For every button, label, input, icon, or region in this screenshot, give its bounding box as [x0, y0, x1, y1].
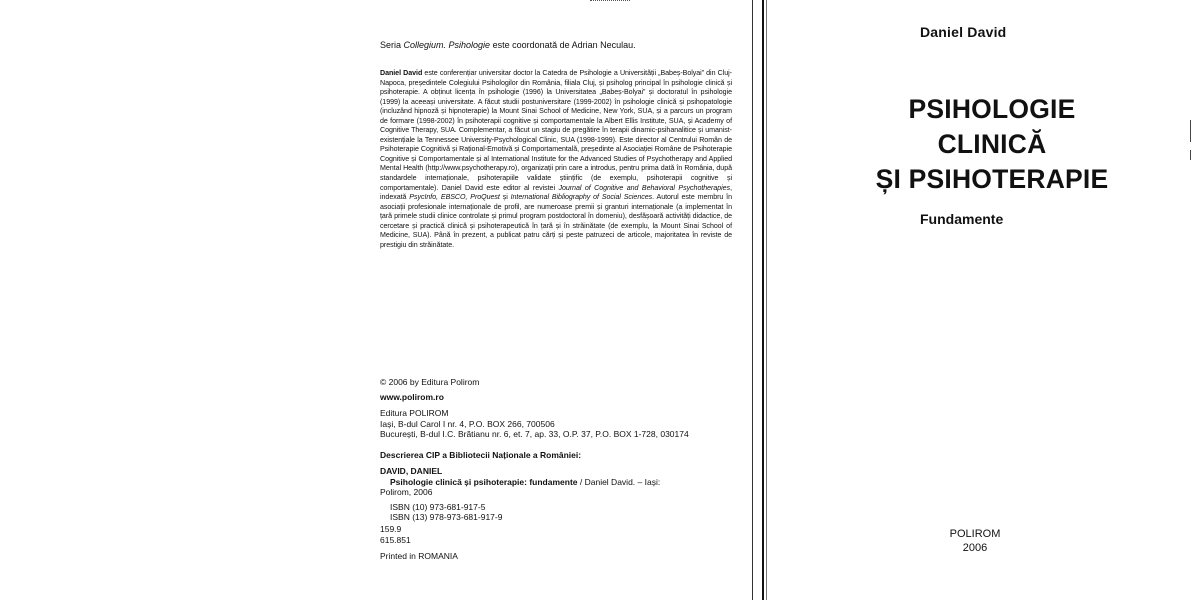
- publisher-imprint: [940, 527, 1010, 555]
- publisher-address-iasi: Iași, B-dul Carol I nr. 4, P.O. BOX 266, 700506: [380, 418, 555, 429]
- scan-edge-mark: [1190, 120, 1191, 142]
- copyright-notice: © 2006 by Editura Polirom: [380, 377, 480, 387]
- cip-book-title: Psihologie clinică și psihoterapie: fundamente: [390, 476, 578, 487]
- page-gutter-line: [766, 0, 767, 600]
- isbn-10: ISBN (10) 973-681-917-5: [390, 501, 486, 512]
- bio-text-part1: este conferențiar universitar doctor la Catedra de Psihologie a Universității „Babeș-Bolyai” din Cluj-Napoca, președintele Colegiului Psihologilor din România, filiala Cluj, și psiholog principal în psihologie clinică și psihoterapie. A obținut licența în psihologie (1996) la Universitatea „Babeș-Bolyai” și doctoratul în psihologie (1999) la aceeași universitate. A făcut studii postuniversitare (1999-2002) în psihologie clinică și psihopatologie (incluzând hipnoză și hipnoterapie) la Mount Sinai School of Medicine, New York, SUA, și a parcurs un program de formare (1998-2002) în psihoterapii cognitive și comportamentale la Albert Ellis Institute, SUA, și Academy of Cognitive Therapy, SUA. Complementar, a făcut un stagiu de pregătire în terapii dinamic-psihanalitice și umanist-existențiale la Tennessee University-Psychological Clinic, SUA (1998-1999). Este director al Centrului Român de Psihoterapie Cognitivă și Rațional-Emotivă și Comportamentală, președinte al Asociației Române de Psihoterapie Cognitive și Comportamentale și al International Institute for the Advanced Studies of Psychotherapy and Applied Mental Health (http://www.psychotherapy.ro), organizații prin care a introdus, pentru prima dată în România, după standardele internaționale, psihoterapiile validate științific (de exemplu, psihoterapii cognitive și comportamentale). Daniel David este editor al revistei: [380, 69, 732, 192]
- series-note-series: Collegium. Psihologie: [403, 40, 491, 50]
- publisher-name: Editura POLIROM: [380, 408, 449, 418]
- cip-record: [380, 466, 660, 523]
- bio-text-part3: și: [499, 193, 511, 202]
- series-note-suffix: este coordonată de Adrian Neculau.: [490, 40, 636, 50]
- cip-heading: Descrierea CIP a Bibliotecii Naționale a României:: [380, 450, 582, 460]
- classification-code: 159.9: [380, 524, 402, 534]
- publisher-address-bucuresti: București, B-dul I.C. Brătianu nr. 6, et. 7, ap. 33, O.P. 37, P.O. BOX 1-728, 030174: [380, 429, 689, 439]
- book-subtitle: Fundamente: [920, 211, 1004, 227]
- series-note-prefix: Seria: [380, 40, 404, 50]
- imprint-publisher: POLIROM: [949, 528, 1001, 540]
- publisher-address: [380, 408, 689, 440]
- author-name: Daniel David: [920, 24, 1007, 40]
- page-gutter-line: [762, 0, 764, 600]
- title-page: [770, 0, 1190, 600]
- scan-edge-mark: [1190, 150, 1191, 160]
- bio-author-name: Daniel David: [380, 69, 423, 77]
- book-title: [822, 92, 1162, 197]
- book-title-line: ȘI PSIHOTERAPIE: [875, 164, 1109, 194]
- book-title-line: CLINICĂ: [937, 129, 1047, 159]
- imprint-year: 2006: [962, 542, 988, 554]
- bio-text-part4: . Autorul este membru în asociații profesionale internaționale de profil, are numeroase premii și granturi internaționale (a implementat în țară primele studii clinice controlate și primul program postdoctoral în domeniu), desfășoară activități didactice, de cercetare și practică clinică și psihoterapeutică în țară și în străinătate (de exemplu, la Mount Sinai School of Medicine, SUA). Până în prezent, a publicat patru cărți și peste patruzeci de articole, majoritatea în reviste de prestigiu din străinătate.: [380, 193, 732, 249]
- bio-indexes: PsycInfo, EBSCO, ProQuest: [409, 193, 500, 202]
- publisher-website: www.polirom.ro: [380, 392, 444, 402]
- book-title-line: PSIHOLOGIE: [908, 94, 1076, 124]
- page-gutter-line: [752, 0, 753, 600]
- classification-code: 615.851: [380, 534, 411, 545]
- bio-bibliography: International Bibliography of Social Sciences: [510, 193, 653, 202]
- bio-journal: Journal of Cognitive and Behavioral Psychotherapies: [558, 183, 731, 192]
- printed-in: Printed in ROMANIA: [380, 551, 458, 561]
- cip-title-line: [380, 477, 660, 488]
- cip-author: DAVID, DANIEL: [380, 466, 443, 476]
- cip-title-rest: / Daniel David. – Iași:: [577, 476, 661, 487]
- classification-codes: [380, 524, 411, 545]
- author-biography: [380, 69, 732, 250]
- isbn-13: ISBN (13) 978-973-681-917-9: [390, 512, 503, 522]
- cip-publisher-year: Polirom, 2006: [380, 487, 433, 497]
- series-note: [380, 40, 636, 51]
- copyright-page: [380, 0, 736, 600]
- bio-text-part2: , indexată: [380, 183, 733, 202]
